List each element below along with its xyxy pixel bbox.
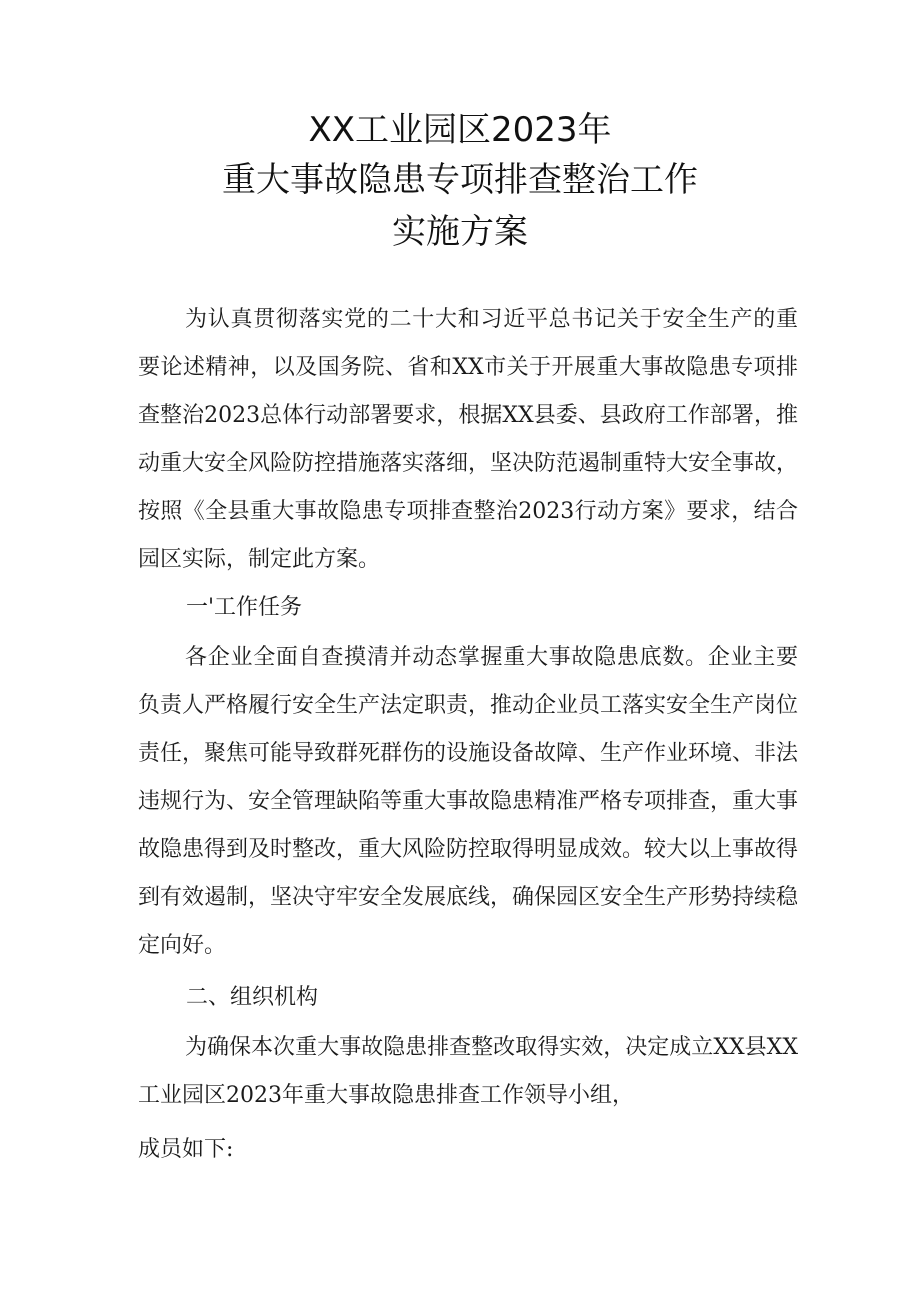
document-title-line-3: 实施方案 — [392, 212, 528, 252]
section-heading-organization: 二、组织机构 — [186, 985, 319, 1010]
intro-paragraph: 为认真贯彻落实党的二十大和习近平总书记关于安全生产的重要论述精神，以及国务院、省和XX市关于开展重大事故隐患专项排查整治2023总体行动部署要求，根据XX县委、县政府工作部署，推动重大安全风险防控措施落实落细，坚决防范遏制重特大安全事故，按照《全县重大事故隐患专项排查整治2023行动方案》要求，结合园区实际，制定此方案。 — [138, 307, 799, 572]
document-title-line-1: XX工业园区2023年 — [308, 110, 612, 150]
organization-paragraph: 为确保本次重大事故隐患排查整改取得实效，决定成立XX县XX工业园区2023年重大事故隐患排查工作领导小组， — [138, 1035, 798, 1108]
section-heading-work-tasks: 一'工作任务 — [186, 595, 303, 620]
members-line: 成员如下: — [138, 1137, 234, 1162]
work-tasks-paragraph: 各企业全面自查摸清并动态掌握重大事故隐患底数。企业主要负责人严格履行安全生产法定职责，推动企业员工落实安全生产岗位责任，聚焦可能导致群死群伤的设施设备故障、生产作业环境、非法违规行为、安全管理缺陷等重大事故隐患精准严格专项排查，重大事故隐患得到及时整改，重大风险防控取得明显成效。较大以上事故得到有效遏制，坚决守牢安全发展底线，确保园区安全生产形势持续稳定向好。 — [138, 645, 799, 958]
document-title-line-2: 重大事故隐患专项排查整治工作 — [222, 160, 698, 200]
